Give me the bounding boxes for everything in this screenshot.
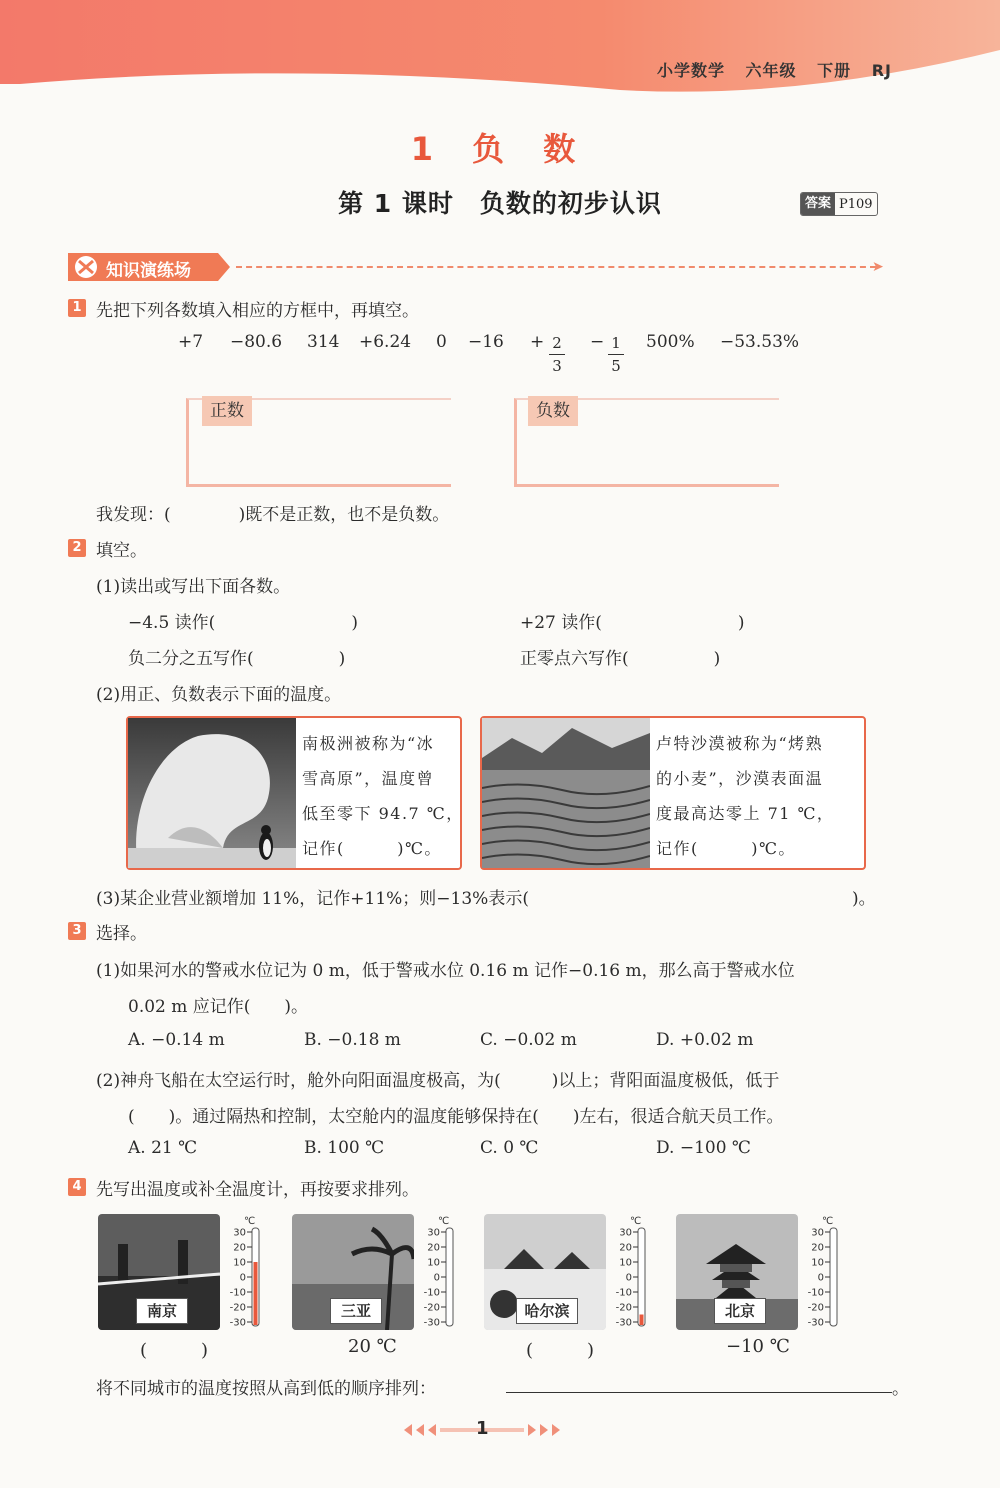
fraction-sign: − (590, 332, 605, 352)
card-line: 卢特沙漠被称为“烤熟 (656, 734, 824, 753)
city-name-label: 哈尔滨 (516, 1298, 578, 1324)
thermometer-tick-label: -20 (423, 1302, 440, 1314)
q2-write2: 正零点六写作( ) (520, 649, 721, 669)
number-item: +7 (178, 332, 204, 352)
thermometer[interactable] (222, 1214, 268, 1330)
edition: RJ (871, 61, 892, 80)
fraction-denominator: 5 (611, 357, 621, 375)
answer-tag-page: P109 (839, 196, 873, 212)
fraction-denominator: 3 (552, 357, 562, 375)
thermometer-tick-label: 0 (239, 1272, 246, 1284)
antarctica-text (302, 726, 464, 866)
chapter-title: 1 负 数 (410, 130, 590, 168)
q3-sub1-option-d[interactable]: D. +0.02 m (656, 1030, 754, 1050)
city-temperature-answer[interactable]: −10 ℃ (726, 1336, 790, 1357)
number-item: +6.24 (359, 332, 412, 352)
q1-prompt: 先把下列各数填入相应的方框中，再填空。 (96, 301, 419, 321)
q2-write1: 负二分之五写作( ) (128, 649, 346, 669)
number-item: 500% (646, 332, 695, 352)
q2-read2: +27 读作( ) (520, 613, 745, 633)
city-temperature-answer[interactable]: 20 ℃ (348, 1336, 397, 1357)
thermometer-tick-label: 30 (233, 1227, 246, 1239)
header-subject (643, 58, 892, 81)
number-item: 314 (307, 332, 340, 352)
answer-tag[interactable] (800, 192, 878, 216)
thermometer-unit: ℃ (822, 1216, 834, 1227)
thermometer-tick-label: -30 (615, 1317, 632, 1329)
number-item: 0 (436, 332, 447, 352)
thermometer-tick-label: 0 (625, 1272, 632, 1284)
q4-order-end: 。 (892, 1379, 909, 1399)
q3-sub2-option-c[interactable]: C. 0 ℃ (480, 1138, 539, 1158)
card-line: 雪高原”，温度曾 (302, 769, 435, 788)
thermometer-tick-label: 0 (433, 1272, 440, 1284)
question-number-1: 1 (68, 299, 86, 317)
desert-picture (482, 718, 650, 868)
thermometer-tick-label: 30 (427, 1227, 440, 1239)
thermometer-unit: ℃ (630, 1216, 642, 1227)
thermometer-tick-label: 30 (619, 1227, 632, 1239)
fraction-numerator: 2 (552, 334, 562, 352)
order-answer-line[interactable] (506, 1392, 892, 1393)
card-line: 南极洲被称为“冰 (302, 734, 435, 753)
desert-card (480, 716, 866, 870)
city-temperature-answer[interactable]: ( ) (140, 1340, 209, 1361)
thermometer-tick-label: 20 (811, 1242, 824, 1254)
fraction-negative (608, 334, 624, 375)
q3-sub2-option-d[interactable]: D. −100 ℃ (656, 1138, 751, 1158)
city-card (676, 1214, 846, 1330)
lesson-title: 第 1 课时 负数的初步认识 (338, 189, 662, 218)
q3-sub1-option-a[interactable]: A. −0.14 m (128, 1030, 225, 1050)
thermometer-tick-label: -20 (229, 1302, 246, 1314)
q2-prompt: 填空。 (96, 541, 147, 561)
q3-sub1-option-b[interactable]: B. −0.18 m (304, 1030, 401, 1050)
thermometer-tick-label: -10 (229, 1287, 246, 1299)
q2-sub3: (3)某企业营业额增加 11%，记作+11%；则−13%表示( )。 (96, 889, 876, 909)
city-name-label: 北京 (714, 1298, 766, 1324)
header-banner (0, 0, 1000, 100)
q4-prompt: 先写出温度或补全温度计，再按要求排列。 (96, 1180, 419, 1200)
thermometer-tick-label: 30 (811, 1227, 824, 1239)
fraction-positive (549, 334, 565, 375)
thermometer-tick-label: 10 (233, 1257, 246, 1269)
thermometer-tick-label: -30 (807, 1317, 824, 1329)
card-line: 记作( )℃。 (656, 839, 796, 858)
number-item: −80.6 (230, 332, 283, 352)
q1-discovery: 我发现：( )既不是正数，也不是负数。 (96, 505, 450, 525)
antarctica-card (126, 716, 462, 870)
section-tag (68, 253, 230, 281)
q2-read1: −4.5 读作( ) (128, 613, 358, 633)
thermometer-fill (640, 1315, 644, 1326)
question-number-2: 2 (68, 539, 86, 557)
q2-sub1: (1)读出或写出下面各数。 (96, 577, 291, 597)
q3-sub2-line2: ( )。通过隔热和控制，太空舱内的温度能够保持在( )左右，很适合航天员工作。 (128, 1107, 784, 1127)
thermometer-tick-label: -30 (229, 1317, 246, 1329)
thermometer-tick-label: 20 (619, 1242, 632, 1254)
city-card (292, 1214, 462, 1330)
fraction-sign: + (530, 332, 545, 352)
card-line: 低至零下 94.7 ℃， (302, 804, 464, 823)
thermometer-unit: ℃ (244, 1216, 256, 1227)
thermometer-tick-label: 10 (427, 1257, 440, 1269)
subject: 小学数学 (656, 61, 725, 80)
thermometer-unit: ℃ (438, 1216, 450, 1227)
thermometer[interactable] (416, 1214, 462, 1330)
volume: 下册 (817, 61, 852, 80)
q3-sub2-option-b[interactable]: B. 100 ℃ (304, 1138, 385, 1158)
card-line: 的小麦”，沙漠表面温 (656, 769, 824, 788)
positive-box-label: 正数 (202, 396, 252, 426)
grade: 六年级 (745, 61, 797, 80)
thermometer[interactable] (608, 1214, 654, 1330)
q1-number-list (178, 332, 203, 352)
fraction-numerator: 1 (611, 334, 621, 352)
q3-sub1-line2: 0.02 m 应记作( )。 (128, 997, 309, 1017)
number-item: −53.53% (720, 332, 800, 352)
arrow-right-icon: ➤ (872, 259, 884, 275)
number-item: −16 (468, 332, 504, 352)
negative-box-label: 负数 (528, 396, 578, 426)
city-temperature-answer[interactable]: ( ) (526, 1340, 595, 1361)
q3-sub2-line1: (2)神舟飞船在太空运行时，舱外向阳面温度极高，为( )以上；背阳面温度极低，低于 (96, 1071, 780, 1091)
q2-sub2: (2)用正、负数表示下面的温度。 (96, 685, 342, 705)
thermometer-tick-label: 0 (817, 1272, 824, 1284)
thermometer-tick-label: -10 (807, 1287, 824, 1299)
card-line: 记作( )℃。 (302, 839, 442, 858)
q4-order-prompt: 将不同城市的温度按照从高到低的顺序排列： (96, 1379, 436, 1399)
page-number: 1 (476, 1418, 489, 1439)
q3-sub1-option-c[interactable]: C. −0.02 m (480, 1030, 577, 1050)
thermometer[interactable] (800, 1214, 846, 1330)
q3-prompt: 选择。 (96, 924, 147, 944)
city-card (484, 1214, 654, 1330)
answer-tag-label: 答案 (801, 193, 835, 215)
thermometer-tick-label: 20 (233, 1242, 246, 1254)
question-number-4: 4 (68, 1178, 86, 1196)
city-name-label: 南京 (136, 1298, 188, 1324)
question-number-3: 3 (68, 922, 86, 940)
section-divider (236, 266, 876, 268)
city-card (98, 1214, 268, 1330)
q3-sub1-line1: (1)如果河水的警戒水位记为 0 m，低于警戒水位 0.16 m 记作−0.16 m，那么高于警戒水位 (96, 961, 795, 981)
thermometer-tick-label: 20 (427, 1242, 440, 1254)
section-tag-label: 知识演练场 (106, 261, 191, 281)
thermometer-tick-label: -20 (807, 1302, 824, 1314)
thermometer-tick-label: 10 (619, 1257, 632, 1269)
card-line: 度最高达零上 71 ℃， (656, 804, 835, 823)
thermometer-tick-label: -20 (615, 1302, 632, 1314)
thermometer-fill (254, 1262, 258, 1325)
thermometer-tick-label: -10 (423, 1287, 440, 1299)
thermometer-tick-label: -10 (615, 1287, 632, 1299)
city-name-label: 三亚 (330, 1298, 382, 1324)
desert-text (656, 726, 834, 866)
thermometer-tick-label: -30 (423, 1317, 440, 1329)
thermometer-tick-label: 10 (811, 1257, 824, 1269)
antarctica-picture (128, 718, 296, 868)
q3-sub2-option-a[interactable]: A. 21 ℃ (128, 1138, 198, 1158)
